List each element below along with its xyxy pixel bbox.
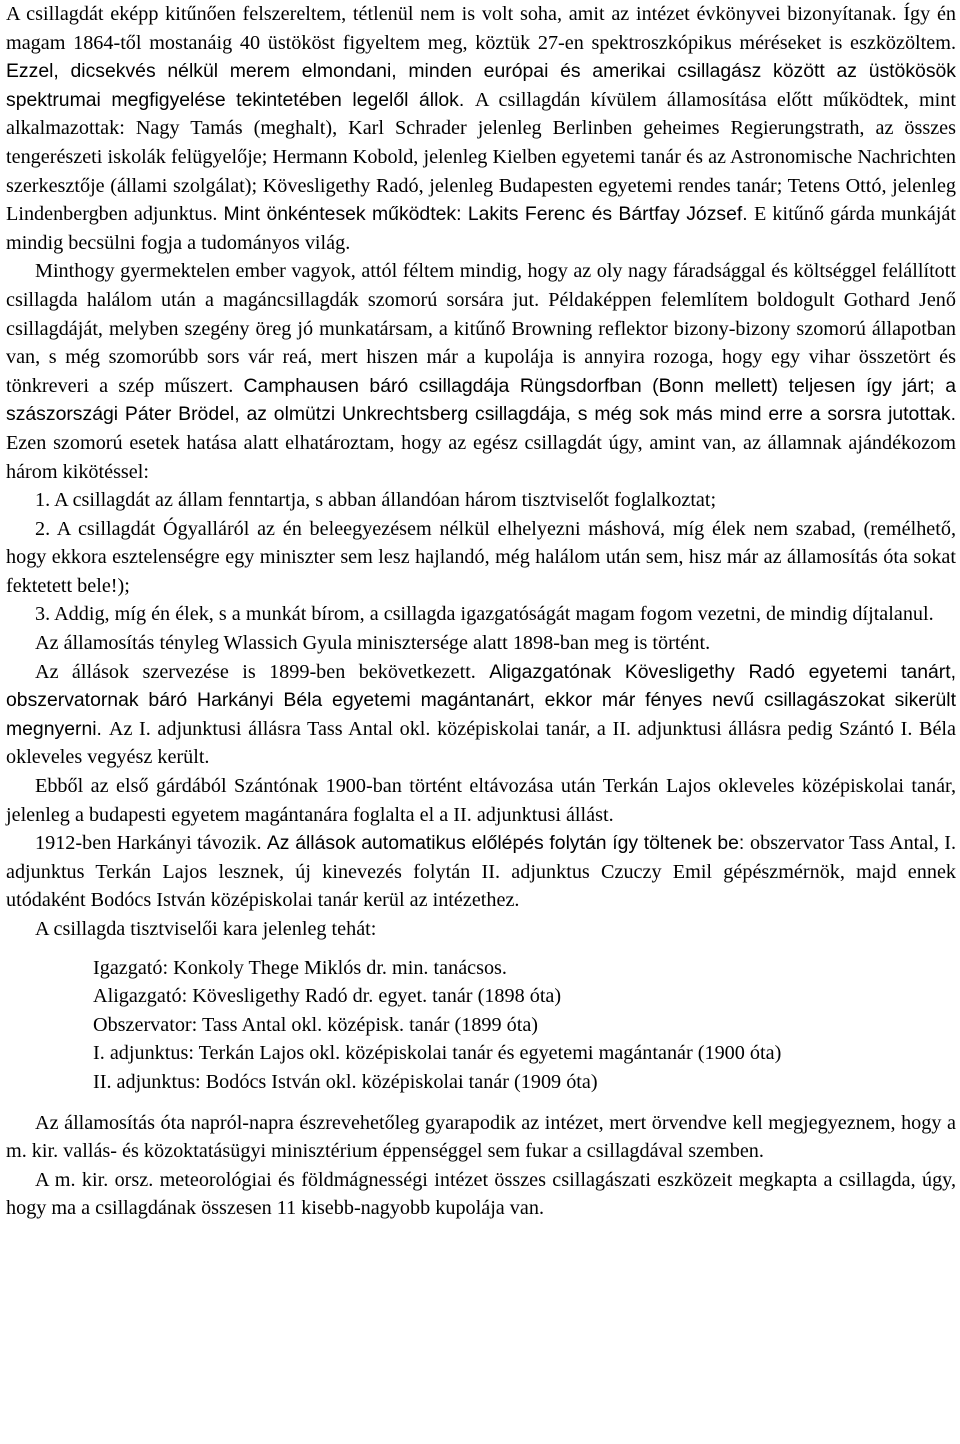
text-segment: A csillagdát eképp kitűnően felszereltem, tétlenül nem is volt soha, amit az intézet évkönyvei bizonyítanak. Így én magam 1864-től mostanáig 40 üstököst figyeltem meg, köztük 27-en spektroszkópikus méréseket is eszközöltem. [6,3,956,54]
staff-list-item: Obszervator: Tass Antal okl. középisk. tanár (1899 óta) [93,1013,539,1036]
paragraph-positions [6,658,956,772]
staff-list-item: Igazgató: Konkoly Thege Miklós dr. min. tanácsos. [93,956,507,979]
document-page [6,0,956,1223]
paragraph-equipment-and-staff [6,0,956,257]
condition-2: 2. A csillagdát Ógyalláról az én beleegyezésem nélkül elhelyezni máshová, míg élek nem szabad, (remélhető, hogy ekkora esztelenségre egy miniszter sem lesz hajlandó, még halálom után sem, hisz már az államosítás óta sokat fektetett bele!); [6,517,956,597]
text-segment: obszervator Tass Antal, I. adjunktus Terkán Lajos lesznek, új kinevezés folytán II. adjunktus Czuczy Emil gépészmérnök, majd ennek utódaként Bodócs István középiskolai tanár kerül az intézethez. [6,832,957,912]
staff-list-item: II. adjunktus: Bodócs István okl. középiskolai tanár (1909 óta) [93,1070,598,1093]
text-segment: Mint önkéntesek működtek: Lakits Ferenc és Bártfay József. [223,203,755,226]
paragraph-instruments: A m. kir. orsz. meteorológiai és földmágnességi intézet összes csillagászati eszközeit megkapta a csillagda, úgy, hogy ma a csillagdának összesen 11 kisebb-nagyobb kupolája van. [6,1168,956,1220]
text-segment: 1912-ben Harkányi távozik. [35,832,267,855]
paragraph-nationalization: Az államosítás tényleg Wlassich Gyula minisztersége alatt 1898-ban meg is történt. [35,632,711,655]
paragraph-1912 [6,829,956,915]
text-segment: Az I. adjunktusi állásra Tass Antal okl. középiskolai tanár, a II. adjunktusi állásra pedig Szántó I. Béla okleveles vegyész került. [6,717,956,769]
text-segment: Az állások szervezése is 1899-ben bekövetkezett. [35,660,490,683]
condition-3: 3. Addig, míg én élek, s a munkát bírom, a csillagda igazgatóságát magam fogom vezetni, de mindig díjtalanul. [35,603,934,626]
paragraph-first-guard: Ebből az első gárdából Szántónak 1900-ban történt eltávozása után Terkán Lajos okleveles középiskolai tanár, jelenleg a budapesti egyetem magántanára foglalta el a II. adjunktusi állást. [6,775,956,826]
text-segment: A csillagdán kívülem államosítása előtt működtek, mint alkalmazottak: Nagy Tamás (meghalt), Karl Schrader jelenleg Berlinben geheimes Regierungstrath, az összes tengerészeti iskolák felügyelője; Hermann Kobold, jelenleg Kielben egyetemi tanár és az Astronomische Nachrichten szerkesztője (állami szolgálat); Kövesligethy Radó, jelenleg Budapesten egyetemi rendes tanár; Tetens Ottó, jelenleg Lindenbergben adjunktus. [6,88,956,226]
paragraph-staff-intro: A csillagda tisztviselői kara jelenleg tehát: [35,918,377,940]
text-segment: Minthogy gyermektelen ember vagyok, attól féltem mindig, hogy az oly nagy fáradsággal és költséggel felállított csillagda halálom után a magáncsillagdák szomorú sorsára jut. Példaképpen felemlítem boldogult Gothard Jenő csillagdáját, melyben szegény öreg jó munkatársam, a kitűnő Browning reflektor bizony-bizony szomorú állapotban van, s még szomorúbb sors vár reá, mert hiszen már a kupolája is annyira rozoga, hogy egy vihar összetört és tönkreveri a szép műszert. [6,260,956,397]
text-segment: Az állások automatikus előlépés folytán így töltenek be: [266,832,751,855]
paragraph-donation [6,257,956,486]
text-segment: Ezzel, dicsekvés nélkül merem elmondani, minden európai és amerikai csillagász között az üstökösök spektrumai megfigyelése tekintetében legelől állok. [6,60,956,111]
text-segment: E kitűnő gárda munkáját mindig becsülni fogja a tudományos világ. [6,203,956,254]
text-segment: Camphausen báró csillagdája Rüngsdorfban (Bonn mellett) teljesen így járt; a szászországi Páter Brödel, az olmützi Unkrechtsberg csillagdája, s még sok más mind erre a sorsra jutottak. [6,374,956,426]
staff-list-item: I. adjunktus: Terkán Lajos okl. középiskolai tanár és egyetemi magántanár (1900 óta) [93,1042,782,1065]
text-segment: Aligazgatónak Kövesligethy Radó egyetemi tanárt, obszervatornak báró Harkányi Béla egyetemi magántanárt, ekkor már fényes nevű csillagászokat sikerült megnyerni. [6,660,956,740]
paragraph-growth: Az államosítás óta napról-napra észrevehetőleg gyarapodik az intézet, mert örvendve kell megjegyeznem, hogy a m. kir. vallás- és közoktatásügyi minisztérium éppenséggel sem fukar a csillagdával szemben. [6,1111,956,1163]
staff-list-item: Aligazgató: Kövesligethy Radó dr. egyet. tanár (1898 óta) [93,985,562,1008]
staff-list [6,954,956,1097]
text-segment: Ezen szomorú esetek hatása alatt elhatároztam, hogy az egész csillagdát úgy, amint van, az államnak ajándékozom három kikötéssel: [6,431,956,483]
condition-1: 1. A csillagdát az állam fenntartja, s abban állandóan három tisztviselőt foglalkoztat; [35,489,717,512]
